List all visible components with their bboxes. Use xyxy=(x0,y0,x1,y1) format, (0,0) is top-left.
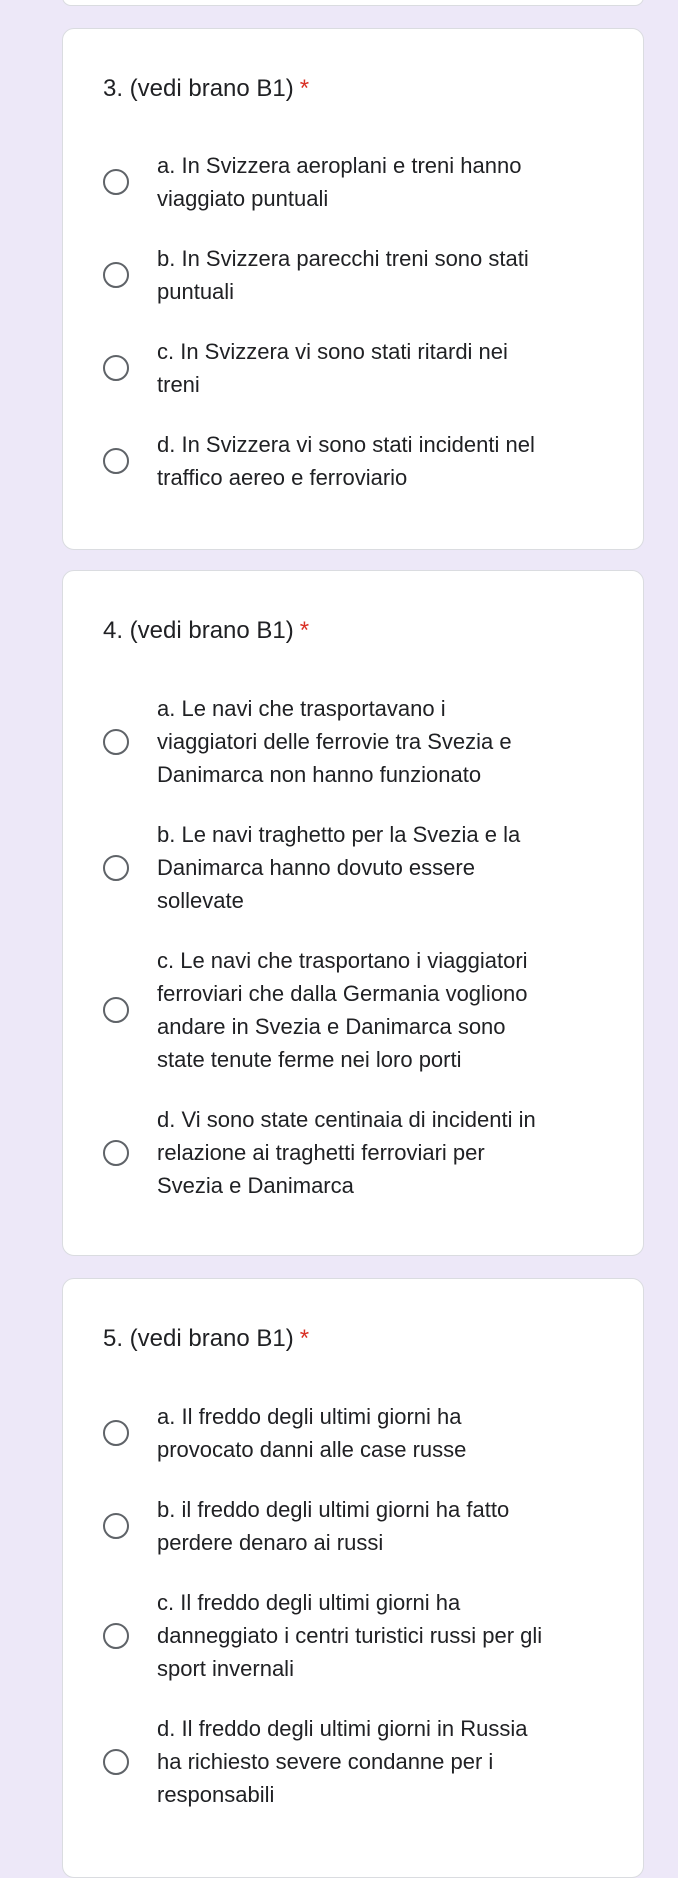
question-card-3 xyxy=(62,28,644,550)
required-mark: * xyxy=(299,75,310,102)
option-label[interactable]: a. Le navi che trasportavano i viaggiatori delle ferrovie tra Svezia e Danimarca non hanno funzionato xyxy=(157,696,512,787)
option-label[interactable]: b. In Svizzera parecchi treni sono stati puntuali xyxy=(157,246,529,304)
previous-question-card xyxy=(62,0,644,6)
question-card-5 xyxy=(62,1278,644,1878)
option-label[interactable]: c. Le navi che trasportano i viaggiatori ferroviari che dalla Germania vogliono andare in Svezia e Danimarca sono state tenute ferme nei loro porti xyxy=(157,948,528,1072)
radio-option-d[interactable] xyxy=(103,428,623,494)
required-mark: * xyxy=(299,1325,310,1352)
radio-unchecked-icon[interactable] xyxy=(103,997,129,1023)
question-title xyxy=(103,75,309,103)
radio-option-b[interactable] xyxy=(103,242,623,308)
question-title xyxy=(103,617,309,645)
question-card-4 xyxy=(62,570,644,1256)
radio-option-c[interactable] xyxy=(103,335,623,401)
option-label[interactable]: d. Vi sono state centinaia di incidenti in relazione ai traghetti ferroviari per Svezia e Danimarca xyxy=(157,1107,536,1198)
radio-option-b[interactable] xyxy=(103,818,623,917)
radio-unchecked-icon[interactable] xyxy=(103,448,129,474)
option-label[interactable]: d. In Svizzera vi sono stati incidenti nel traffico aereo e ferroviario xyxy=(157,432,535,490)
radio-unchecked-icon[interactable] xyxy=(103,169,129,195)
radio-option-a[interactable] xyxy=(103,692,623,791)
radio-unchecked-icon[interactable] xyxy=(103,1513,129,1539)
question-title xyxy=(103,1325,309,1353)
option-label[interactable]: d. Il freddo degli ultimi giorni in Russia ha richiesto severe condanne per i responsabili xyxy=(157,1716,528,1807)
radio-unchecked-icon[interactable] xyxy=(103,1420,129,1446)
radio-unchecked-icon[interactable] xyxy=(103,1749,129,1775)
option-label[interactable]: c. In Svizzera vi sono stati ritardi nei treni xyxy=(157,339,508,397)
question-title-text: 4. (vedi brano B1) xyxy=(103,617,294,644)
radio-unchecked-icon[interactable] xyxy=(103,355,129,381)
radio-unchecked-icon[interactable] xyxy=(103,729,129,755)
radio-unchecked-icon[interactable] xyxy=(103,1623,129,1649)
radio-option-d[interactable] xyxy=(103,1103,623,1202)
radio-option-b[interactable] xyxy=(103,1493,623,1559)
radio-unchecked-icon[interactable] xyxy=(103,855,129,881)
question-title-text: 5. (vedi brano B1) xyxy=(103,1325,294,1352)
radio-option-c[interactable] xyxy=(103,1586,623,1685)
option-label[interactable]: c. Il freddo degli ultimi giorni ha danneggiato i centri turistici russi per gli sport invernali xyxy=(157,1590,543,1681)
radio-option-c[interactable] xyxy=(103,944,623,1076)
question-title-text: 3. (vedi brano B1) xyxy=(103,75,294,102)
radio-option-a[interactable] xyxy=(103,149,623,215)
option-label[interactable]: a. In Svizzera aeroplani e treni hanno viaggiato puntuali xyxy=(157,153,522,211)
radio-unchecked-icon[interactable] xyxy=(103,1140,129,1166)
option-label[interactable]: b. Le navi traghetto per la Svezia e la Danimarca hanno dovuto essere sollevate xyxy=(157,822,521,913)
required-mark: * xyxy=(299,617,310,644)
radio-unchecked-icon[interactable] xyxy=(103,262,129,288)
radio-option-d[interactable] xyxy=(103,1712,623,1811)
option-label[interactable]: b. il freddo degli ultimi giorni ha fatto perdere denaro ai russi xyxy=(157,1497,510,1555)
radio-option-a[interactable] xyxy=(103,1400,623,1466)
option-label[interactable]: a. Il freddo degli ultimi giorni ha provocato danni alle case russe xyxy=(157,1404,467,1462)
